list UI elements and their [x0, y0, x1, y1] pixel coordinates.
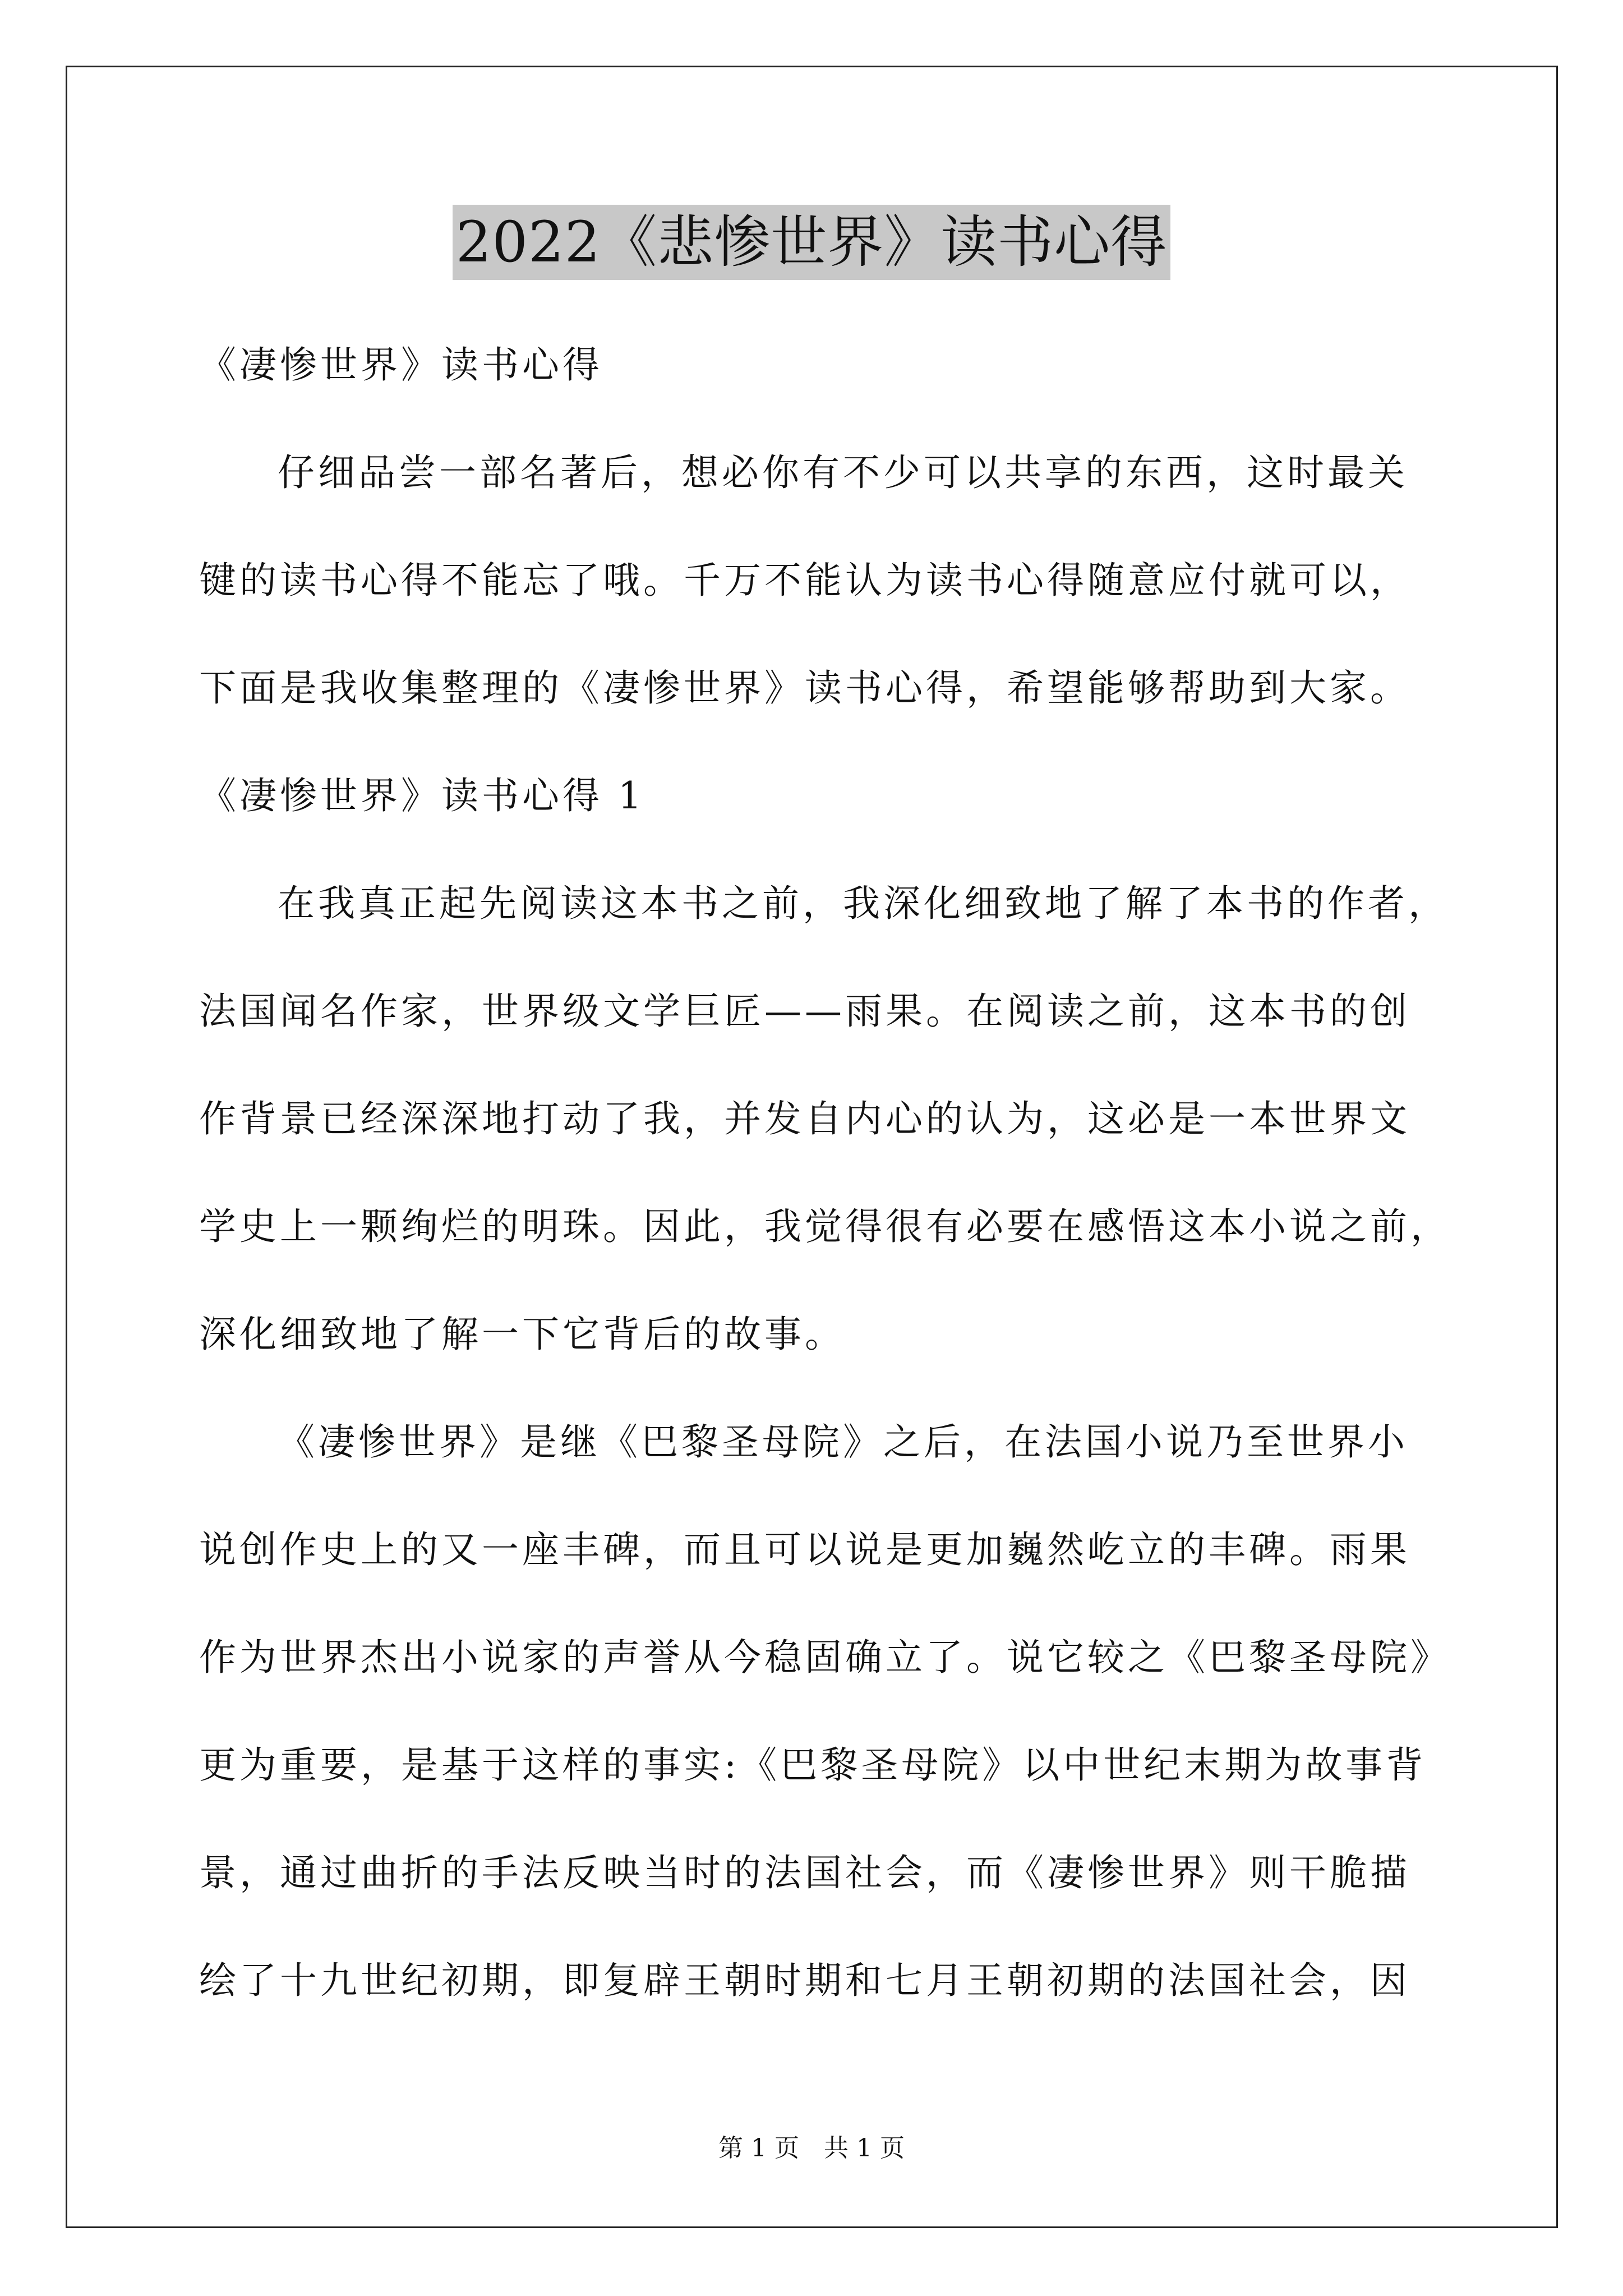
- document-body: [199, 311, 1451, 2035]
- section-heading: 《凄惨世界》读书心得 1: [199, 774, 645, 817]
- paragraph-line: 作背景已经深深地打动了我，并发自内心的认为，这必是一本世界文: [199, 1097, 1410, 1140]
- paragraph-line: 更为重要，是基于这样的事实:《巴黎圣母院》以中世纪末期为故事背: [199, 1743, 1427, 1787]
- paragraph-line: 作为世界杰出小说家的声誉从今稳固确立了。说它较之《巴黎圣母院》: [199, 1636, 1451, 1679]
- paragraph-line: 说创作史上的又一座丰碑，而且可以说是更加巍然屹立的丰碑。雨果: [199, 1528, 1410, 1571]
- paragraph-line: 在我真正起先阅读这本书之前，我深化细致地了解了本书的作者，: [278, 882, 1449, 925]
- paragraph-line: 绘了十九世纪初期，即复辟王朝时期和七月王朝初期的法国社会，因: [199, 1959, 1410, 2002]
- paragraph-line: 下面是我收集整理的《凄惨世界》读书心得，希望能够帮助到大家。: [199, 666, 1410, 710]
- paragraph-line: 景，通过曲折的手法反映当时的法国社会，而《凄惨世界》则干脆描: [199, 1851, 1410, 1894]
- page-footer: 第 1 页 共 1 页: [718, 2134, 905, 2162]
- paragraph-line: 键的读书心得不能忘了哦。千万不能认为读书心得随意应付就可以，: [199, 559, 1410, 602]
- paragraph-line: 《凄惨世界》是继《巴黎圣母院》之后，在法国小说乃至世界小: [278, 1420, 1408, 1464]
- section-heading: 《凄惨世界》读书心得: [199, 343, 603, 386]
- paragraph-line: 仔细品尝一部名著后，想必你有不少可以共享的东西，这时最关: [278, 451, 1408, 494]
- paragraph-line: 法国闻名作家，世界级文学巨匠——雨果。在阅读之前，这本书的创: [199, 990, 1410, 1033]
- paragraph-line: 学史上一颗绚烂的明珠。因此，我觉得很有必要在感悟这本小说之前，: [199, 1205, 1451, 1248]
- title-container: [0, 205, 1623, 280]
- document-title: 2022《悲惨世界》读书心得: [453, 205, 1171, 280]
- paragraph-line: 深化细致地了解一下它背后的故事。: [199, 1313, 845, 1356]
